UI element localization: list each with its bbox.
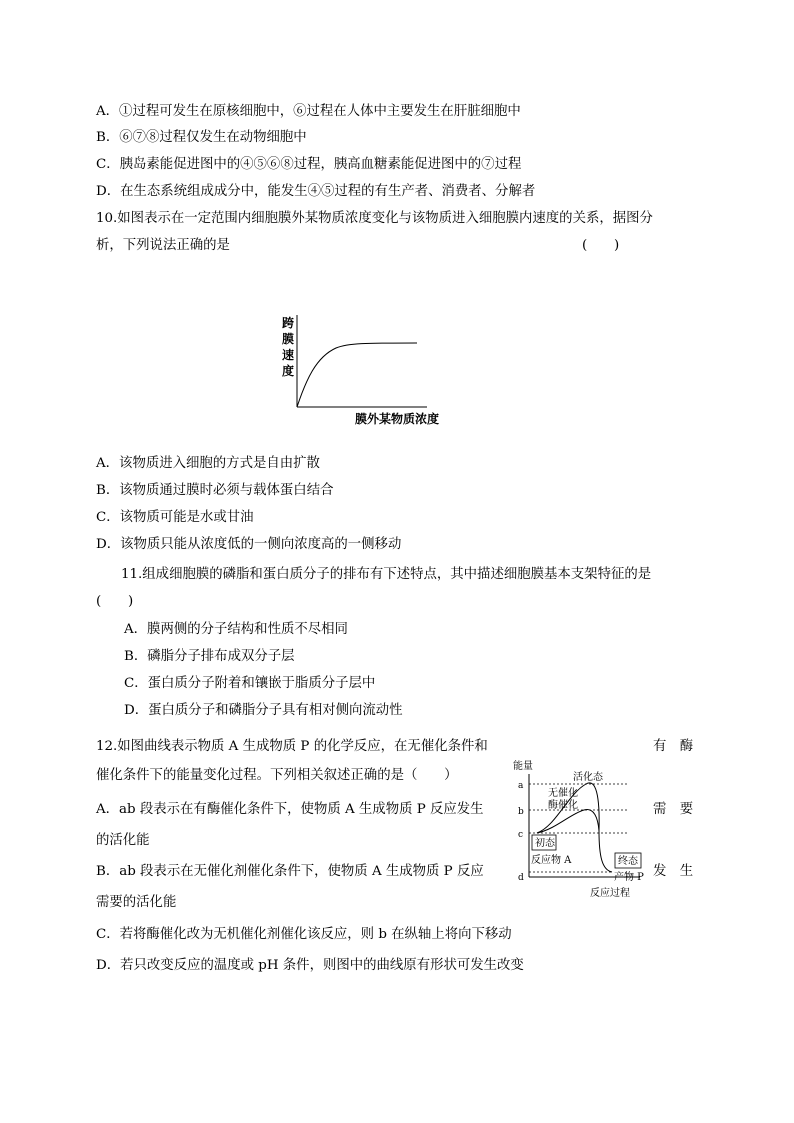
q12-no-catalyst-label: 无催化 — [548, 788, 578, 799]
q12-option-a-line2: 的活化能 — [96, 833, 150, 848]
q12-product: 产物 P — [614, 872, 644, 883]
q10-ylabel-2: 膜 — [282, 332, 295, 346]
q12-option-b-line2: 需要的活化能 — [96, 895, 177, 910]
q10-answer-paren: ( ) — [582, 238, 620, 253]
q9-option-c: C．胰岛素能促进图中的④⑤⑥⑧过程，胰高血糖素能促进图中的⑦过程 — [96, 157, 522, 172]
q11-option-a: A．膜两侧的分子结构和性质不尽相同 — [124, 622, 348, 637]
q11-option-d: D．蛋白质分子和磷脂分子具有相对侧向流动性 — [124, 703, 403, 718]
q10-xlabel: 膜外某物质浓度 — [355, 412, 440, 426]
q12-stem-line1-right: 有 酶 — [653, 739, 694, 754]
q9-option-b: B．⑥⑦⑧过程仅发生在动物细胞中 — [96, 130, 307, 145]
q10-stem-line1: 10.如图表示在一定范围内细胞膜外某物质浓度变化与该物质进入细胞膜内速度的关系，据图分 — [96, 211, 653, 226]
q12-level-a: a — [518, 781, 524, 791]
q12-xlabel: 反应过程 — [590, 888, 630, 899]
q12-enzyme-label: 酶催化 — [548, 800, 578, 811]
q12-active-state: 活化态 — [573, 772, 603, 783]
q10-ylabel-4: 度 — [282, 364, 295, 378]
q10-ylabel-3: 速 — [282, 348, 295, 362]
q10-stem-line2: 析，下列说法正确的是 — [96, 238, 230, 253]
q10-option-a: A．该物质进入细胞的方式是自由扩散 — [96, 456, 320, 471]
q12-ylabel: 能量 — [513, 761, 533, 772]
q12-option-d: D．若只改变反应的温度或 pH 条件，则图中的曲线原有形状可发生改变 — [96, 958, 524, 973]
q10-ylabel-1: 跨 — [282, 316, 295, 330]
q12-stem-line1: 12.如图曲线表示物质 A 生成物质 P 的化学反应，在无催化条件和 — [96, 739, 488, 754]
q9-option-d: D．在生态系统组成成分中，能发生④⑤过程的有生产者、消费者、分解者 — [96, 184, 536, 199]
q12-option-b-line1: B．ab 段表示在无催化剂催化条件下，使物质 A 生成物质 P 反应 — [96, 864, 484, 879]
q10-chart — [270, 305, 440, 430]
q12-energy-diagram — [508, 756, 648, 902]
q12-final-state: 终态 — [618, 856, 638, 867]
q12-level-c: c — [518, 830, 524, 840]
q11-option-b: B．磷脂分子排布成双分子层 — [124, 649, 295, 664]
q12-stem-line2: 催化条件下的能量变化过程。下列相关叙述正确的是（ ） — [96, 768, 458, 783]
q11-stem-line2: ( ) — [96, 594, 134, 609]
q12-level-b: b — [518, 807, 524, 817]
q11-stem-line1: 11.组成细胞膜的磷脂和蛋白质分子的排布有下述特点，其中描述细胞膜基本支架特征的是 — [121, 567, 652, 582]
q10-option-b: B．该物质通过膜时必须与载体蛋白结合 — [96, 483, 334, 498]
q10-option-c: C．该物质可能是水或甘油 — [96, 510, 254, 525]
q10-option-d: D．该物质只能从浓度低的一侧向浓度高的一侧移动 — [96, 537, 402, 552]
q12-option-b-right: 发 生 — [653, 864, 694, 879]
q12-reactant: 反应物 A — [531, 855, 572, 866]
q12-initial-state: 初态 — [535, 838, 555, 849]
q12-enzyme-curve — [537, 810, 599, 833]
q12-option-c: C．若将酶催化改为无机催化剂催化该反应，则 b 在纵轴上将向下移动 — [96, 927, 512, 942]
q12-option-a-right: 需 要 — [653, 802, 694, 817]
q9-option-a: A．①过程可发生在原核细胞中，⑥过程在人体中主要发生在肝脏细胞中 — [96, 104, 521, 119]
q12-level-d: d — [518, 873, 524, 883]
q11-option-c: C．蛋白质分子附着和镶嵌于脂质分子层中 — [124, 676, 376, 691]
q10-curve — [297, 343, 417, 407]
q12-option-a-line1: A．ab 段表示在有酶催化条件下，使物质 A 生成物质 P 反应发生 — [96, 802, 484, 817]
